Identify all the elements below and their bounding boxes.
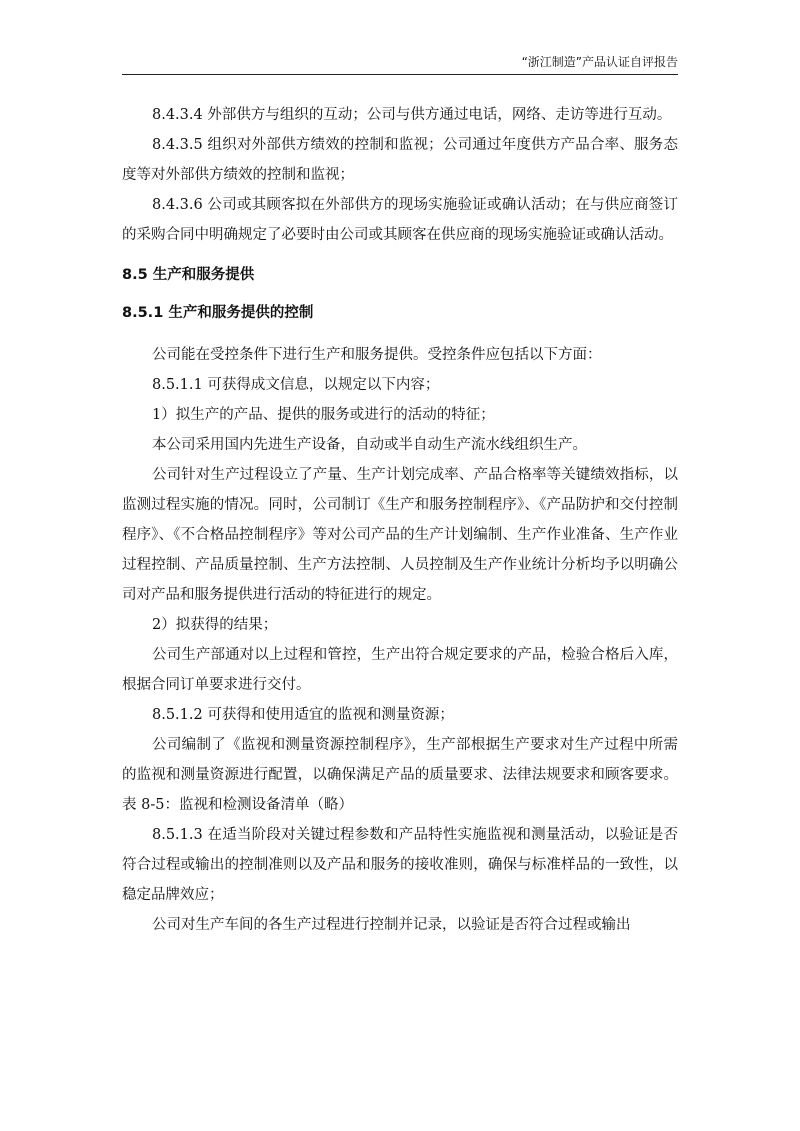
header-title: “浙江制造”产品认证自评报告 [521, 55, 678, 69]
paragraph-8434: 8.4.3.4 外部供方与组织的互动；公司与供方通过电话，网络、走访等进行互动。 [152, 107, 672, 123]
paragraph-8512: 8.5.1.2 可获得和使用适宜的监视和测量资源； [152, 707, 454, 723]
paragraph-equipment: 本公司采用国内先进生产设备，自动或半自动生产流水线组织生产。 [152, 437, 587, 453]
paragraph-controlled-conditions: 公司能在受控条件下进行生产和服务提供。受控条件应包括以下方面： [152, 347, 602, 363]
list-item-2: 2）拟获得的结果； [152, 617, 278, 633]
page-header [122, 52, 678, 75]
paragraph-8511: 8.5.1.1 可获得成文信息，以规定以下内容； [152, 377, 440, 393]
paragraph-8435: 8.4.3.5 组织对外部供方绩效的控制和监视；公司通过年度供方产品合率、服务态度等对外部供方绩效的控制和监视； [122, 137, 678, 183]
paragraph-8436: 8.4.3.6 公司或其顾客拟在外部供方的现场实施验证或确认活动；在与供应商签订的采购合同中明确规定了必要时由公司或其顾客在供应商的现场实施验证或确认活动。 [122, 197, 678, 243]
section-heading-8-5: 8.5 生产和服务提供 [122, 267, 255, 283]
paragraph-production-results: 公司生产部通对以上过程和管控，生产出符合规定要求的产品，检验合格后入库，根据合同订单要求进行交付。 [122, 647, 678, 693]
list-item-1: 1）拟生产的产品、提供的服务或进行的活动的特征； [152, 407, 495, 423]
paragraph-8513: 8.5.1.3 在适当阶段对关键过程参数和产品特性实施监视和测量活动，以验证是否符合过程或输出的控制准则以及产品和服务的接收准则，确保与标准样品的一致性，以稳定品牌效应； [122, 827, 678, 903]
section-heading-8-5-1: 8.5.1 生产和服务提供的控制 [122, 305, 314, 321]
paragraph-kpi-procedures: 公司针对生产过程设立了产量、生产计划完成率、产品合格率等关键绩效指标，以监测过程实施的情况。同时，公司制订《生产和服务控制程序》、《产品防护和交付控制程序》、《不合格品控制程序》等对公司产品的生产计划编制、生产作业准备、生产作业过程控制、产品质量控制、生产方法控制、人员控制及生产作业统计分析均予以明确公司对产品和服务提供进行活动的特征进行的规定。 [122, 467, 678, 603]
paragraph-monitoring-resources: 公司编制了《监视和测量资源控制程序》，生产部根据生产要求对生产过程中所需的监视和测量资源进行配置，以确保满足产品的质量要求、法律法规要求和顾客要求。表 8-5：监视和检测设备清单（略） [122, 737, 678, 813]
document-body [122, 100, 678, 940]
paragraph-process-control: 公司对生产车间的各生产过程进行控制并记录，以验证是否符合过程或输出 [152, 917, 631, 933]
